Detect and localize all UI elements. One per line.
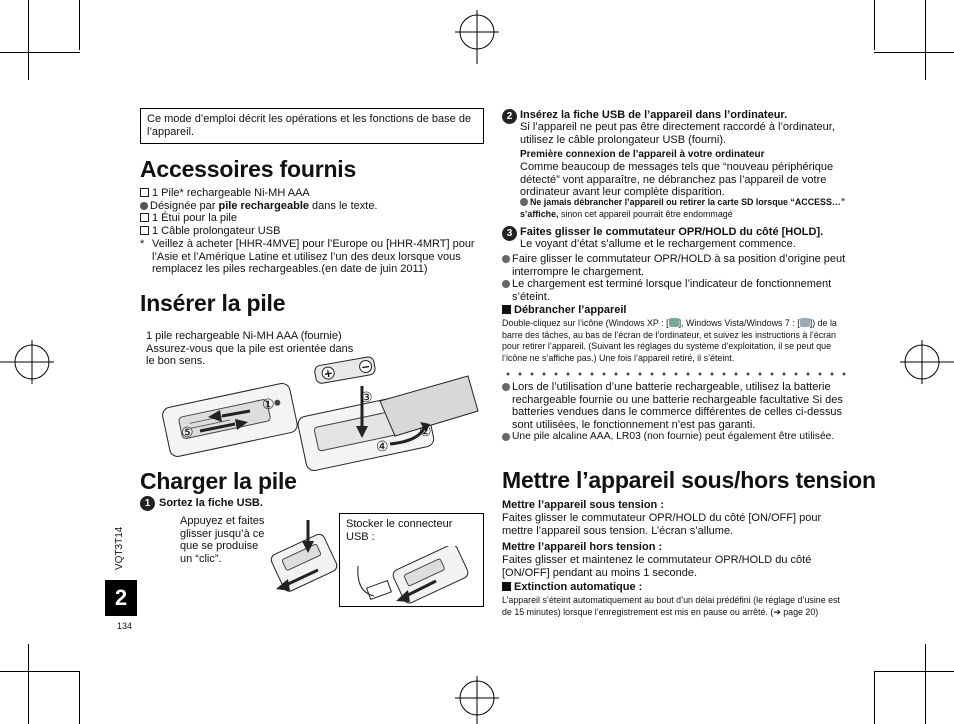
warning-note: Ne jamais débrancher l’appareil ou retirer la carte SD lorsque “ACCESS…” s’affiche, sinon cet appareil pourrait être endommagé: [520, 197, 846, 219]
note-list-1: [502, 253, 848, 303]
power-on-text: Faites glisser le commutateur OPR/HOLD du côté [ON/OFF] pour mettre l’appareil sous tension. L’écran s’allume.: [502, 512, 822, 537]
step-3-text: Le voyant d’état s’allume et le rechargement commence.: [520, 238, 796, 250]
section-tab: 2: [105, 580, 137, 616]
first-connection-title: Première connexion de l’appareil à votre ordinateur: [520, 149, 765, 160]
bullet-icon: [502, 255, 510, 263]
bullet-icon: [140, 202, 148, 210]
bullet-icon: [502, 383, 510, 391]
accessory-item-case: 1 Étui pour la pile: [140, 212, 485, 225]
callout-2: ②: [419, 423, 432, 439]
step-2-badge: 2: [502, 109, 517, 124]
registration-mark-left: [0, 340, 54, 384]
step-2-title: Insérez la fiche USB de l’appareil dans l’ordinateur.: [520, 109, 788, 121]
accessory-note: * Veillez à acheter [HHR-4MVE] pour l’Europe ou [HHR-4MRT] pour l’Asie et l’Amérique Latine et utilisez l’un des deux lorsque vous remplacez les piles rechargeables.(en date de juin 2011): [140, 238, 475, 275]
checkbox-icon: [140, 188, 149, 197]
checkbox-icon: [140, 226, 149, 235]
power-off-text: Faites glisser et maintenez le commutateur OPR/HOLD du côté [ON/OFF] pendant au moins 1 seconde.: [502, 554, 812, 579]
power-off-title: Mettre l’appareil hors tension :: [502, 541, 663, 553]
dotted-divider: [502, 371, 848, 377]
step-2-text: Si l’appareil ne peut pas être directement raccordé à l’ordinateur, utilisez le câble prolongateur USB (fourni).: [520, 121, 835, 146]
note-complete: Le chargement est terminé lorsque l’indicateur de fonctionnement s’éteint.: [502, 278, 848, 303]
safely-remove-icon-vista: [800, 318, 810, 327]
debrancher-text: Double-cliquez sur l’icône (Windows XP : [ ], Windows Vista/Windows 7 : [ ]) de la barre des tâches, au bas de l’écran de l’ordinateur, et suivez les instructions à l’écran pour retirer l’appareil. (Suivant les réglages du système d’exploitation, il se peut que l’icône ne s’affiche pas.) Une fois l’appareil retiré, il s’éteint.: [502, 318, 837, 363]
square-icon: [502, 305, 511, 314]
usb-slide-illustration: [268, 515, 340, 607]
note-list-2: [502, 381, 848, 444]
usb-storage-box: [339, 513, 484, 607]
registration-mark-top: [455, 10, 499, 64]
note-alkaline: Une pile alcaline AAA, LR03 (non fournie) peut également être utilisée.: [502, 431, 848, 444]
heading-inserer: Insérer la pile: [140, 290, 286, 316]
step-1-text: Appuyez et faites glisser jusqu’à ce que se produise un “clic”.: [180, 515, 265, 565]
callout-1: ①: [262, 396, 275, 412]
insert-caption: 1 pile rechargeable Ni-MH AAA (fournie) Assurez-vous que la pile est orientée dans le bon sens.: [146, 330, 354, 367]
accessory-item-battery: 1 Pile* rechargeable Ni-MH AAA: [140, 187, 485, 200]
svg-text:+: +: [322, 366, 334, 381]
model-code: VQT3T14: [114, 526, 125, 570]
registration-mark-bottom: [455, 676, 499, 724]
first-connection-text: Comme beaucoup de messages tels que “nouveau périphérique détecté” vont apparaître, ne débranchez pas l’appareil de votre ordinateur avant leur complète disparition.: [520, 161, 834, 198]
heading-tension: Mettre l’appareil sous/hors tension: [502, 467, 876, 493]
auto-off-text: L’appareil s’éteint automatiquement au bout d’un délai prédéfini (le réglage d’usine est de 15 minutes) lorsque l’enregistrement est mis en pause ou arrêté. (➔ page 20): [502, 595, 840, 617]
callout-5: ⑤: [181, 424, 194, 440]
safely-remove-icon-xp: [669, 318, 679, 327]
heading-accessoires: Accessoires fournis: [140, 156, 357, 182]
accessory-item-cable: 1 Câble prolongateur USB: [140, 225, 485, 238]
registration-mark-right: [900, 340, 954, 384]
step-1-title: Sortez la fiche USB.: [159, 497, 263, 509]
debrancher-title: Débrancher l’appareil: [502, 304, 627, 317]
step-3-badge: 3: [502, 226, 517, 241]
note-rechargeable: Lors de l’utilisation d’une batterie rechargeable, utilisez la batterie rechargeable fournie ou une batterie rechargeable facultative Si des batteries vendues dans le commerce différentes de celles ci-dessus sont utilisées, le fonctionnement n’est pas garanti.: [502, 381, 848, 431]
accessory-designation: Désignée par pile rechargeable dans le texte.: [140, 200, 485, 213]
callout-4: ④: [376, 438, 389, 454]
insert-battery-illustration: [150, 356, 485, 471]
accessories-list: [140, 187, 485, 276]
bullet-icon: [502, 433, 510, 441]
power-on-title: Mettre l’appareil sous tension :: [502, 499, 664, 511]
step-1-badge: 1: [140, 496, 155, 511]
bullet-icon: [520, 198, 528, 206]
bullet-icon: [502, 280, 510, 288]
heading-charger: Charger la pile: [140, 468, 297, 494]
note-interrupt: Faire glisser le commutateur OPR/HOLD à sa position d’origine peut interrompre le chargement.: [502, 253, 848, 278]
svg-text:−: −: [360, 359, 372, 375]
checkbox-icon: [140, 213, 149, 222]
usb-storage-illustration: [346, 546, 476, 606]
step-3-title: Faites glisser le commutateur OPR/HOLD du côté [HOLD].: [520, 226, 824, 238]
auto-off-title: Extinction automatique :: [502, 581, 642, 594]
intro-box: Ce mode d’emploi décrit les opérations et les fonctions de base de l’appareil.: [140, 108, 484, 144]
usb-storage-label: Stocker le connecteur USB :: [346, 518, 453, 543]
callout-3: ③: [360, 389, 373, 405]
square-icon: [502, 582, 511, 591]
page-number: 134: [117, 621, 133, 631]
